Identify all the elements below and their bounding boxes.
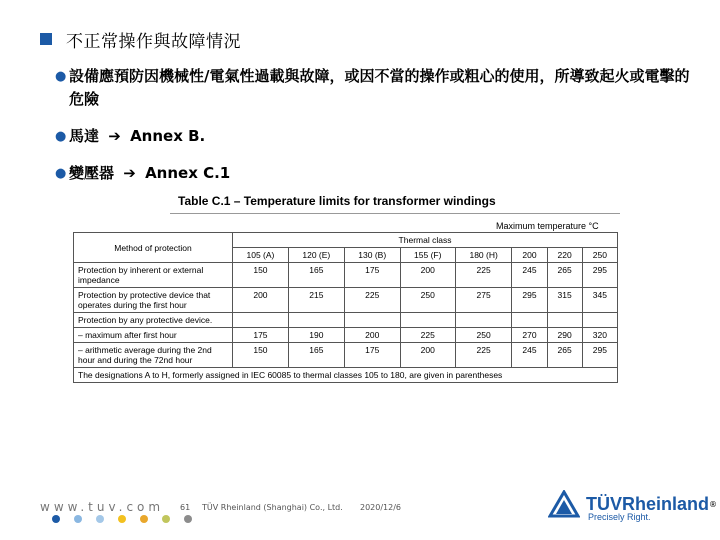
decorative-dot: [184, 515, 192, 523]
footer-company: TÜV Rheinland (Shanghai) Co., Ltd.: [202, 503, 343, 512]
class-header-cell: 130 (B): [344, 248, 400, 263]
value-cell: 295: [582, 263, 617, 288]
slide-title: 不正常操作與故障情況: [66, 31, 241, 52]
class-header-cell: 220: [547, 248, 582, 263]
bullet-prefix: 馬達: [69, 127, 100, 145]
value-cell: 215: [288, 288, 344, 313]
table-row: [74, 263, 618, 288]
thermal-class-header: Thermal class: [233, 233, 618, 248]
bullet-text: 設備應預防因機械性/電氣性過載與故障，或因不當的操作或粗心的使用，所導致起火或電擊的危險: [69, 67, 690, 108]
value-cell: 320: [582, 328, 617, 343]
value-cell: 200: [344, 328, 400, 343]
value-cell: 175: [344, 343, 400, 368]
method-cell: Protection by protective device that operates during the first hour: [74, 288, 233, 313]
footer-date: 2020/12/6: [360, 503, 402, 512]
decorative-dot: [162, 515, 170, 523]
value-cell: 245: [512, 263, 547, 288]
bullet-item: [55, 162, 695, 185]
value-cell: 250: [400, 288, 455, 313]
value-cell: 270: [512, 328, 547, 343]
value-cell: [233, 313, 289, 328]
value-cell: 225: [455, 263, 512, 288]
bullet-item: [55, 65, 695, 111]
slide-title-row: [40, 28, 241, 50]
value-cell: [582, 313, 617, 328]
value-cell: [344, 313, 400, 328]
arrow-right-icon: ➔: [108, 127, 121, 145]
method-cell: – arithmetic average during the 2nd hour and during the 72nd hour: [74, 343, 233, 368]
value-cell: 200: [233, 288, 289, 313]
table-header-row: [74, 233, 618, 248]
value-cell: 290: [547, 328, 582, 343]
bullet-dot-icon: ●: [55, 69, 67, 84]
value-cell: 250: [455, 328, 512, 343]
bullet-item: [55, 125, 695, 148]
table-caption: Table C.1 – Temperature limits for transformer windings: [178, 194, 496, 208]
value-cell: 200: [400, 263, 455, 288]
value-cell: 295: [512, 288, 547, 313]
table-note: The designations A to H, formerly assigned in IEC 60085 to thermal classes 105 to 180, are given in parentheses: [74, 368, 618, 383]
value-cell: 265: [547, 263, 582, 288]
table-note-row: [74, 368, 618, 383]
registered-mark: ®: [709, 499, 718, 509]
value-cell: 225: [455, 343, 512, 368]
method-cell: Protection by inherent or external impedance: [74, 263, 233, 288]
value-cell: 200: [400, 343, 455, 368]
bullet-suffix: Annex C.1: [145, 164, 231, 182]
decorative-dot: [118, 515, 126, 523]
decorative-dots: [52, 515, 206, 523]
footer-url[interactable]: www.tuv.com: [40, 500, 165, 514]
arrow-right-icon: ➔: [123, 164, 136, 182]
value-cell: 150: [233, 343, 289, 368]
class-header-cell: 120 (E): [288, 248, 344, 263]
max-temp-label: Maximum temperature °C: [496, 221, 599, 231]
value-cell: 245: [512, 343, 547, 368]
value-cell: 265: [547, 343, 582, 368]
value-cell: 275: [455, 288, 512, 313]
class-header-cell: 105 (A): [233, 248, 289, 263]
decorative-dot: [96, 515, 104, 523]
table-row: [74, 313, 618, 328]
class-header-cell: 180 (H): [455, 248, 512, 263]
decorative-dot: [140, 515, 148, 523]
value-cell: [547, 313, 582, 328]
table-row: [74, 328, 618, 343]
class-header-cell: 250: [582, 248, 617, 263]
temperature-limits-table: [73, 232, 618, 383]
value-cell: [400, 313, 455, 328]
logo-text: TÜVRheinland: [586, 493, 710, 514]
caption-divider: [170, 213, 620, 214]
value-cell: [455, 313, 512, 328]
bullet-dot-icon: ●: [55, 129, 67, 144]
value-cell: 165: [288, 263, 344, 288]
method-header: Method of protection: [74, 233, 233, 263]
value-cell: 295: [582, 343, 617, 368]
table-row: [74, 288, 618, 313]
class-header-cell: 155 (F): [400, 248, 455, 263]
tuv-logo-icon: [548, 490, 580, 518]
page-number: 61: [180, 503, 191, 512]
value-cell: 225: [400, 328, 455, 343]
class-header-cell: 200: [512, 248, 547, 263]
value-cell: 315: [547, 288, 582, 313]
logo-slogan: Precisely Right.: [588, 512, 651, 522]
bullet-dot-icon: ●: [55, 166, 67, 181]
value-cell: 150: [233, 263, 289, 288]
value-cell: 175: [344, 263, 400, 288]
decorative-dot: [52, 515, 60, 523]
value-cell: [512, 313, 547, 328]
bullet-list: [55, 65, 695, 199]
value-cell: 165: [288, 343, 344, 368]
value-cell: 225: [344, 288, 400, 313]
bullet-prefix: 變壓器: [69, 164, 115, 182]
table-row: [74, 343, 618, 368]
value-cell: 190: [288, 328, 344, 343]
value-cell: 175: [233, 328, 289, 343]
bullet-suffix: Annex B.: [130, 127, 206, 145]
title-square-icon: [40, 33, 52, 45]
method-cell: – maximum after first hour: [74, 328, 233, 343]
value-cell: 345: [582, 288, 617, 313]
method-cell: Protection by any protective device.: [74, 313, 233, 328]
value-cell: [288, 313, 344, 328]
table-body: [74, 263, 618, 368]
decorative-dot: [74, 515, 82, 523]
